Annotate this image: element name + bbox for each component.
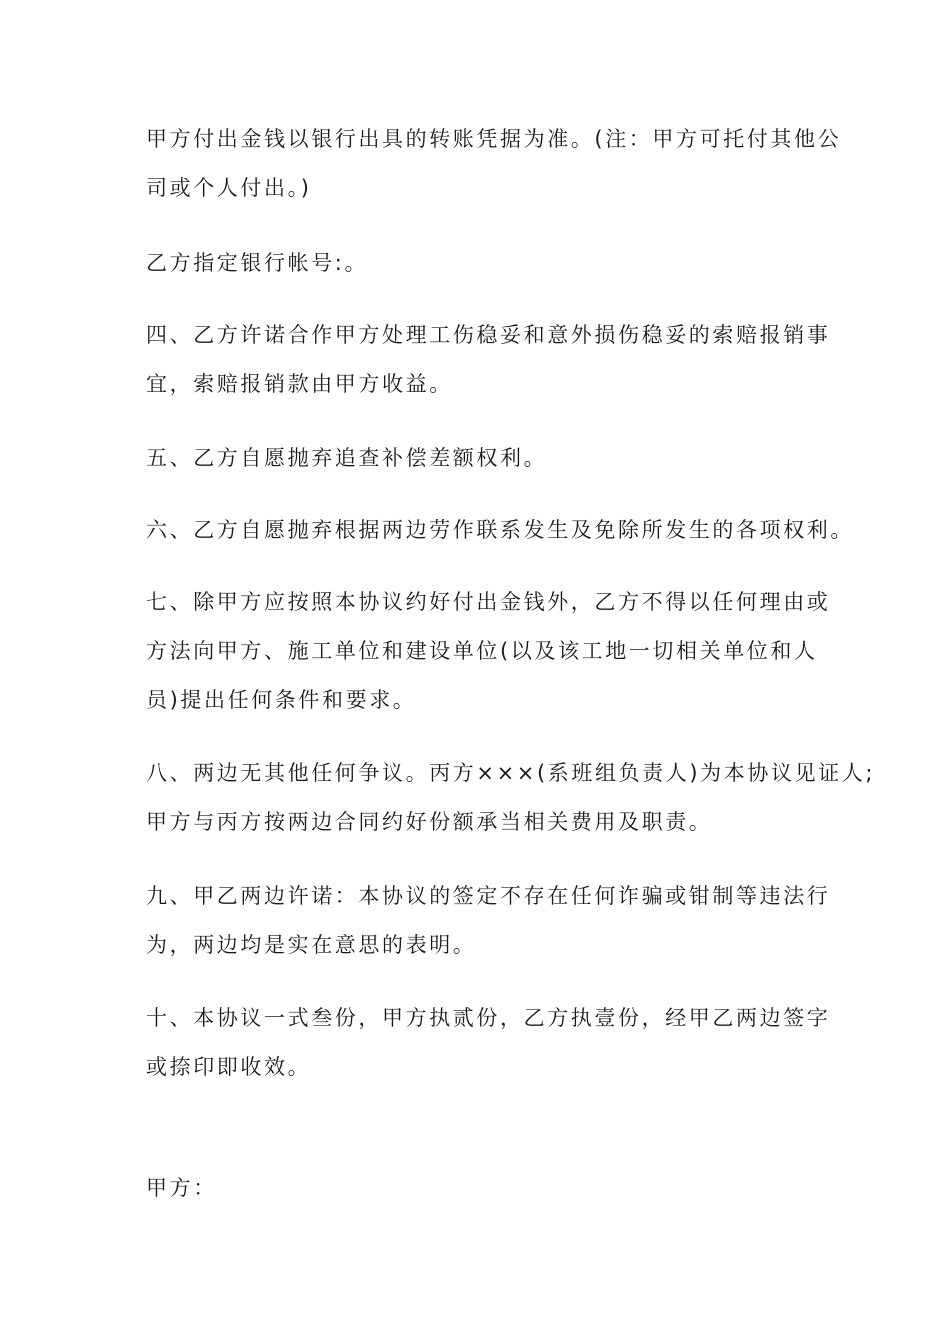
text-line: 司或个人付出。): [146, 176, 312, 200]
text-line: 为，两边均是实在意思的表明。: [146, 933, 477, 957]
text-line: 六、乙方自愿抛弃根据两边劳作联系发生及免除所发生的各项权利。: [146, 518, 854, 542]
text-line: 四、乙方许诺合作甲方处理工伤稳妥和意外损伤稳妥的索赔报销事: [146, 323, 831, 347]
text-line: 七、除甲方应按照本协议约好付出金钱外，乙方不得以任何理由或: [146, 590, 831, 614]
text-line: 八、两边无其他任何争议。丙方×××(系班组负责人)为本协议见证人;: [146, 761, 876, 785]
paragraph-clause-4: [146, 311, 831, 409]
text-line: 甲方与丙方按两边合同约好份额承当相关费用及职责。: [146, 810, 713, 834]
text-line: 五、乙方自愿抛弃追查补偿差额权利。: [146, 446, 548, 470]
text-line: 甲方付出金钱以银行出具的转账凭据为准。(注：甲方可托付其他公: [146, 127, 842, 151]
signature-party-a-label: [146, 1164, 826, 1213]
paragraph-clause-9: [146, 872, 831, 970]
text-line: 方法向甲方、施工单位和建设单位(以及该工地一切相关单位和人: [146, 639, 818, 663]
text-line: 九、甲乙两边许诺：本协议的签定不存在任何诈骗或钳制等违法行: [146, 884, 831, 908]
text-line: 员)提出任何条件和要求。: [146, 688, 417, 712]
paragraph-payment-method: [146, 115, 842, 213]
paragraph-clause-7: [146, 578, 831, 725]
paragraph-bank-account: [146, 239, 826, 288]
text-line: 宜，索赔报销款由甲方收益。: [146, 372, 453, 396]
text-line: 或捺印即收效。: [146, 1055, 312, 1079]
paragraph-clause-8: [146, 749, 876, 847]
text-line: 乙方指定银行帐号:。: [146, 251, 369, 275]
paragraph-clause-6: [146, 506, 854, 555]
text-line: 甲方：: [146, 1176, 217, 1200]
paragraph-clause-10: [146, 994, 831, 1092]
paragraph-clause-5: [146, 434, 826, 483]
text-line: 十、本协议一式叁份，甲方执贰份，乙方执壹份，经甲乙两边签字: [146, 1006, 831, 1030]
